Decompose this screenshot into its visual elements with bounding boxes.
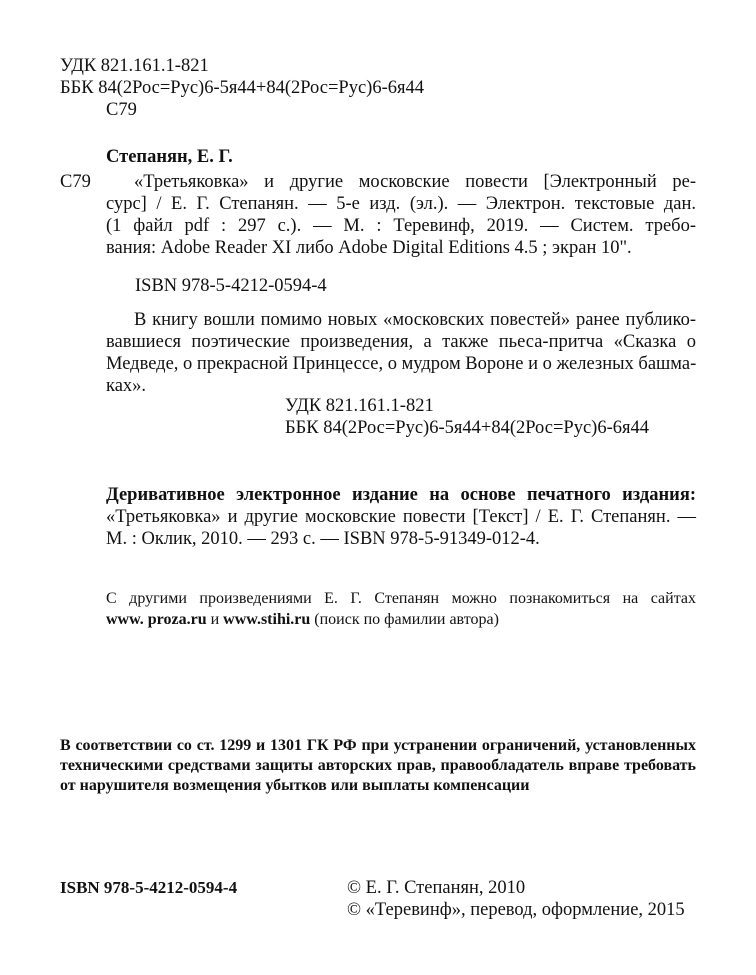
derivative-note [106,484,696,550]
derivative-line: «Третьяковка» и другие московские повести [Текст] / Е. Г. Степанян. — [106,507,696,527]
record-description-line: (1 файл pdf : 297 с.). — М. : Теревинф, 2019. — Систем. требо- [106,216,696,236]
footer-isbn: ISBN 978-5-4212-0594-4 [60,878,238,897]
website-link-proza[interactable]: www. proza.ru [106,611,207,628]
record-description [106,171,696,259]
record-description-line: «Третьяковка» и другие московские повести [Электронный ре- [134,172,696,192]
classification-udk: УДК 821.161.1-821 [285,396,434,416]
header-bbk: ББК 84(2Рос=Рус)6-5я44+84(2Рос=Рус)6-6я44 [60,78,424,98]
footer-copyright-author: © Е. Г. Степанян, 2010 [347,878,526,898]
header-udk: УДК 821.161.1-821 [60,56,209,76]
legal-line: техническими средствами защиты авторских прав, правообладатель вправе требовать [60,757,696,774]
record-code: С79 [60,172,91,192]
annotation-line: ках». [106,376,147,396]
websites-note [106,588,696,630]
websites-line: С другими произведениями Е. Г. Степанян можно познакомиться на сайтах [106,590,696,607]
footer-copyright-publisher: © «Теревинф», перевод, оформление, 2015 [347,900,685,920]
classification-bbk: ББК 84(2Рос=Рус)6-5я44+84(2Рос=Рус)6-6я44 [285,418,649,438]
annotation [106,309,696,397]
record-isbn: ISBN 978-5-4212-0594-4 [135,276,327,296]
websites-note-text: (поиск по фамилии автора) [310,611,499,628]
website-link-stihi[interactable]: www.stihi.ru [223,611,311,628]
header-code: С79 [106,100,137,120]
legal-notice [60,736,696,796]
websites-and: и [206,611,224,628]
derivative-line: М. : Оклик, 2010. — 293 с. — ISBN 978-5-91349-012-4. [106,529,540,549]
annotation-line: вавшиеся поэтические произведения, а также пьеса-притча «Сказка о [106,332,696,352]
websites-line2 [106,609,696,630]
record-description-line: вания: Adobe Reader XI либо Adobe Digital Editions 4.5 ; экран 10". [106,238,632,258]
legal-line: от нарушителя возмещения убытков или выплаты компенсации [60,777,530,794]
annotation-line: В книгу вошли помимо новых «московских повестей» ранее публико- [134,310,696,330]
legal-line: В соответствии со ст. 1299 и 1301 ГК РФ при устранении ограничений, установленных [60,737,696,754]
record-author: Степанян, Е. Г. [106,147,233,167]
annotation-line: Медведе, о прекрасной Принцессе, о мудром Вороне и о железных башма- [106,354,697,374]
record-description-line: сурс] / Е. Г. Степанян. — 5-е изд. (эл.). — Электрон. текстовые дан. [106,194,696,214]
derivative-heading: Деривативное электронное издание на основе печатного издания: [106,485,696,505]
